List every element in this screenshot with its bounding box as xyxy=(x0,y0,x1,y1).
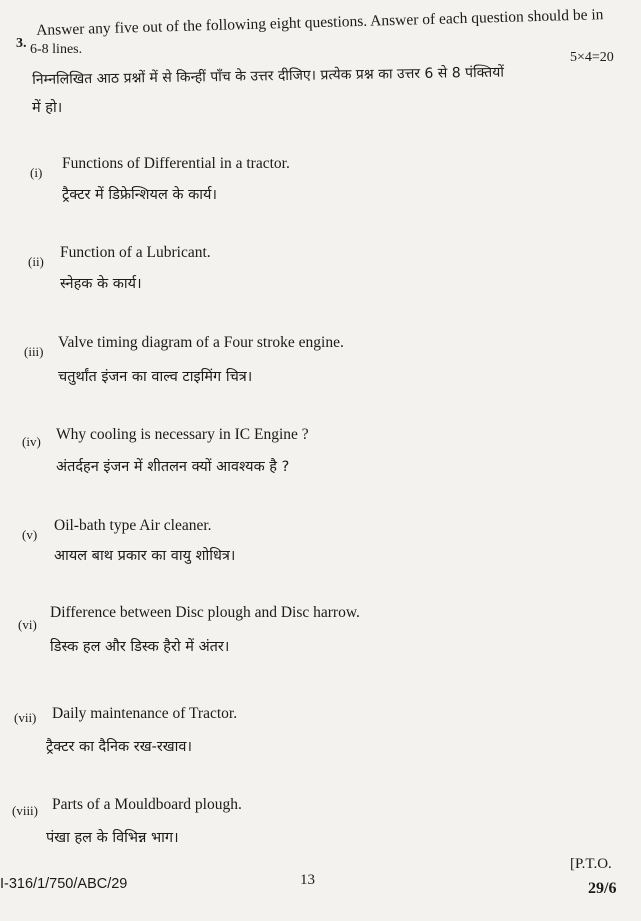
question-text-hindi: आयल बाथ प्रकार का वायु शोधित्र। xyxy=(54,548,236,564)
question-roman-number: (viii) xyxy=(12,803,38,818)
question-text-english: Oil-bath type Air cleaner. xyxy=(54,517,212,534)
question-text-english: Why cooling is necessary in IC Engine ? xyxy=(56,426,309,443)
question-text-english: Parts of a Mouldboard plough. xyxy=(52,796,242,813)
reference-number: 29/6 xyxy=(588,880,617,897)
pto-label: [P.T.O. xyxy=(570,856,612,872)
question-text-hindi: ट्रैक्टर में डिफ्रेन्शियल के कार्य। xyxy=(62,187,217,203)
instruction-hindi-line-2: में हो। xyxy=(32,100,63,116)
question-text-english: Function of a Lubricant. xyxy=(60,244,211,261)
question-text-hindi: ट्रैक्टर का दैनिक रख-रखाव। xyxy=(46,739,192,755)
question-text-hindi: डिस्क हल और डिस्क हैरो में अंतर। xyxy=(50,639,230,655)
question-text-hindi: अंतर्दहन इंजन में शीतलन क्यों आवश्यक है ? xyxy=(56,459,290,475)
question-text-english: Difference between Disc plough and Disc harrow. xyxy=(50,604,360,621)
paper-code: I-316/1/750/ABC/29 xyxy=(0,876,128,892)
question-text-english: Daily maintenance of Tractor. xyxy=(52,705,238,722)
question-roman-number: (v) xyxy=(22,527,38,542)
question-roman-number: (i) xyxy=(30,165,43,180)
question-text-hindi: चतुर्थांत इंजन का वाल्व टाइमिंग चित्र। xyxy=(58,369,253,385)
question-roman-number: (vii) xyxy=(14,710,37,725)
marks-label: 5×4=20 xyxy=(570,50,614,65)
question-roman-number: (ii) xyxy=(28,254,44,269)
question-text-english: Valve timing diagram of a Four stroke engine. xyxy=(58,334,344,351)
page-number: 13 xyxy=(300,872,315,888)
instruction-hindi-line-1: निम्नलिखित आठ प्रश्नों में से किन्हीं पाँच के उत्तर दीजिए। प्रत्येक प्रश्न का उत्तर 6 से 8 पंक्तियों xyxy=(32,64,505,88)
instruction-english-line-1: Answer any five out of the following eight questions. Answer of each question should be in xyxy=(36,6,604,39)
question-text-english: Functions of Differential in a tractor. xyxy=(62,155,290,172)
question-text-hindi: पंखा हल के विभिन्न भाग। xyxy=(46,830,179,846)
question-roman-number: (iv) xyxy=(22,434,41,449)
question-roman-number: (iii) xyxy=(24,344,44,359)
question-text-hindi: स्नेहक के कार्य। xyxy=(60,276,142,292)
question-roman-number: (vi) xyxy=(18,617,37,632)
question-number: 3. xyxy=(16,36,27,51)
instruction-english-line-2: 6-8 lines. xyxy=(30,42,83,57)
